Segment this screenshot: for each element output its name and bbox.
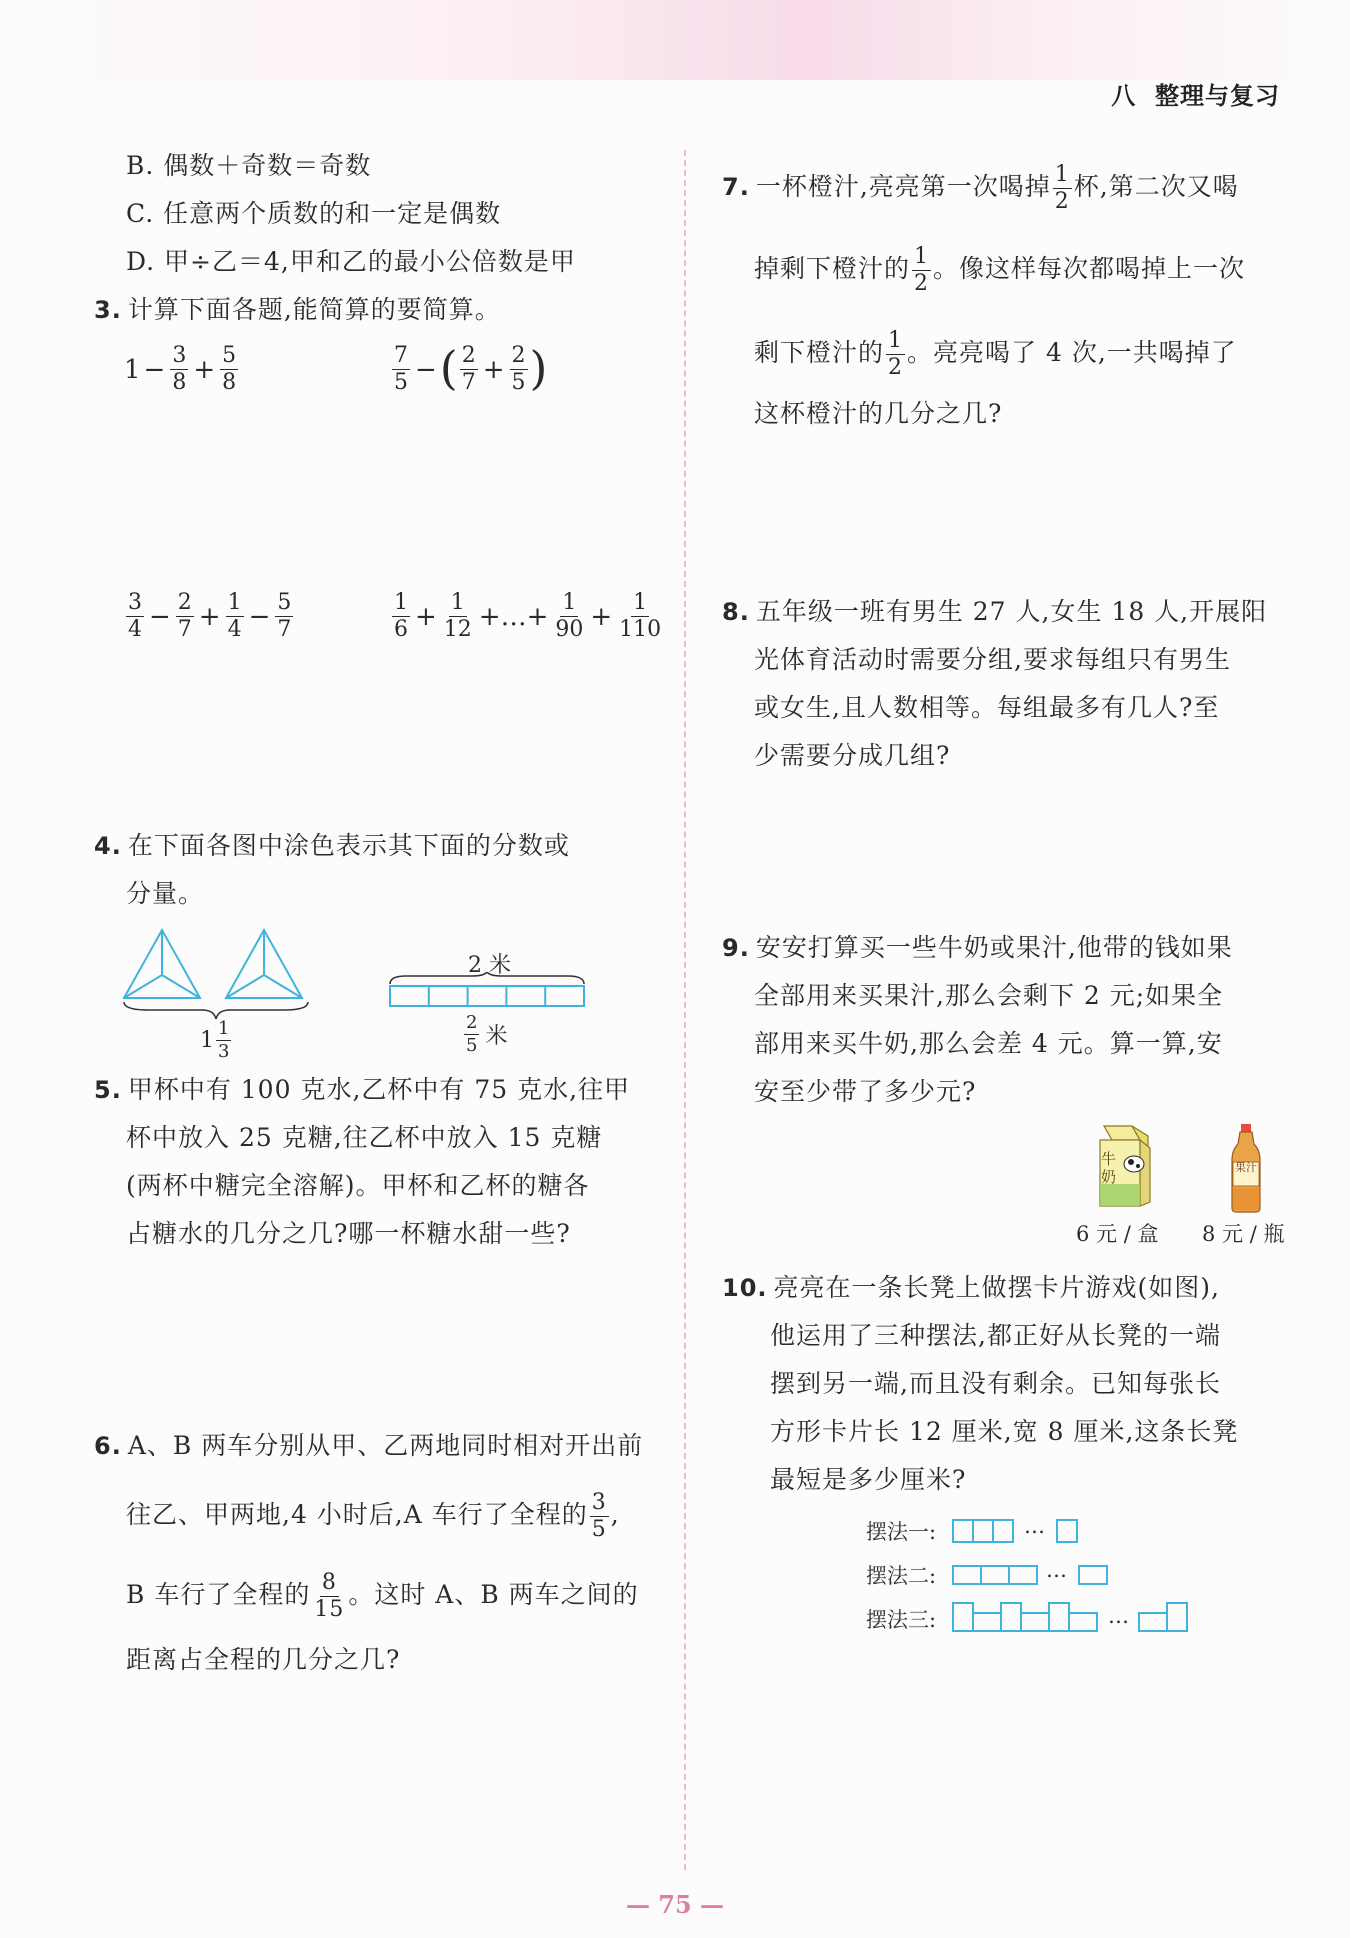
curly-brace [390, 972, 584, 984]
triangle-left [124, 930, 200, 998]
unit: 米 [485, 1024, 508, 1049]
header-decoration [0, 0, 1350, 80]
q10-line-2: 他运用了三种摆法,都正好从长凳的一端 [770, 1321, 1221, 1350]
q7-line-2 [754, 246, 1245, 295]
q4-number: 4. [94, 832, 122, 860]
denominator: 5 [394, 370, 408, 395]
numerator: 1 [218, 1018, 230, 1039]
fraction [392, 345, 410, 394]
q5-line-3: (两杯中糖完全溶解)。甲杯和乙杯的糖各 [126, 1171, 590, 1200]
q7-text: 。亮亮喝了 4 次,一共喝掉了 [907, 338, 1237, 367]
q10-text: 亮亮在一条长凳上做摆卡片游戏(如图), [773, 1273, 1220, 1302]
q6-line-2 [126, 1492, 620, 1541]
denominator: 5 [511, 370, 526, 395]
q3-expression-1 [124, 345, 240, 394]
method-1-last-card [1056, 1516, 1080, 1544]
fraction [460, 345, 478, 394]
denominator: 6 [394, 617, 408, 642]
method-3-cards [952, 1600, 1102, 1634]
fraction [392, 592, 410, 641]
q7-number: 7. [722, 173, 750, 201]
q4-prompt-line-1 [94, 828, 570, 864]
q4-bar-figure [386, 972, 592, 1012]
expr-operator: − [248, 601, 271, 632]
q4-triangles-figure [118, 922, 314, 1022]
denominator: 8 [222, 370, 237, 395]
q7-text: 杯,第二次又喝 [1073, 172, 1239, 201]
q6-line-3 [126, 1572, 639, 1621]
numerator: 1 [633, 590, 648, 615]
q6-text: 。这时 A、B 两车之间的 [348, 1580, 639, 1609]
q6-text: 往乙、甲两地,4 小时后,A 车行了全程的 [126, 1500, 588, 1529]
expr-operator: − [149, 601, 171, 632]
fraction [442, 592, 474, 641]
whole-part: 1 [200, 1028, 214, 1053]
numerator: 7 [394, 343, 408, 368]
expr-operator: + [590, 601, 613, 632]
fraction [590, 1492, 609, 1541]
expr-operator: + [415, 601, 437, 632]
fraction [886, 330, 905, 379]
denominator: 15 [314, 1597, 345, 1622]
expr-operator: − [415, 354, 437, 385]
chapter-number: 八 [1111, 82, 1137, 110]
q7-line-1 [722, 164, 1239, 213]
q10-number: 10. [722, 1274, 768, 1302]
denominator: 8 [172, 370, 187, 395]
fraction [617, 592, 663, 641]
q3-expression-3 [124, 592, 295, 641]
denominator: 2 [888, 355, 904, 380]
q9-line-4: 安至少带了多少元? [754, 1077, 977, 1106]
q9-line-2: 全部用来买果汁,那么会剩下 2 元;如果全 [754, 981, 1224, 1010]
q8-text: 五年级一班有男生 27 人,女生 18 人,开展阳 [755, 597, 1268, 626]
fraction [912, 246, 931, 295]
q7-line-4: 这杯橙汁的几分之几? [754, 399, 1003, 428]
right-paren: ) [529, 340, 548, 395]
numerator: 1 [227, 590, 242, 615]
numerator: 3 [172, 343, 187, 368]
expr-term: 1 [124, 354, 141, 385]
fraction [312, 1572, 346, 1621]
numerator: 8 [321, 1570, 337, 1595]
chapter-title: 整理与复习 [1155, 82, 1280, 110]
q9-line-3: 部用来买牛奶,那么会差 4 元。算一算,安 [754, 1029, 1223, 1058]
curly-brace [124, 1002, 308, 1019]
numerator: 5 [222, 343, 237, 368]
numerator: 2 [177, 590, 192, 615]
denominator: 110 [619, 617, 662, 642]
denominator: 4 [227, 617, 242, 642]
method-2-last-card [1078, 1562, 1110, 1586]
fraction [553, 592, 585, 641]
q6-text: B 车行了全程的 [126, 1580, 311, 1609]
q4-mixed-number [200, 1020, 233, 1061]
method-3-last-cards [1138, 1600, 1192, 1634]
juice-label: 果汁 [1235, 1161, 1257, 1174]
triangle-right [226, 930, 302, 998]
q10-line-1 [722, 1270, 1220, 1306]
q5-line-2: 杯中放入 25 克糖,往乙杯中放入 15 克糖 [126, 1123, 603, 1152]
method-1-label: 摆法一: [866, 1520, 937, 1544]
fraction [275, 592, 293, 641]
left-paren: ( [439, 340, 458, 395]
q2-option-b: B. 偶数＋奇数＝奇数 [126, 151, 372, 180]
method-2-cards [952, 1562, 1040, 1586]
fraction [226, 592, 244, 641]
denominator: 2 [1054, 189, 1070, 214]
numerator: 1 [888, 328, 904, 353]
q7-text: 。像这样每次都喝掉上一次 [933, 254, 1246, 283]
milk-price: 6 元 / 盒 [1076, 1222, 1159, 1246]
q6-line-1 [94, 1428, 643, 1464]
q4-prompt-line-2: 分量。 [126, 879, 205, 908]
numerator: 5 [277, 590, 292, 615]
denominator: 5 [466, 1035, 478, 1056]
q3-expression-4 [390, 592, 665, 641]
q4-bar-total-label: 2 米 [468, 953, 511, 978]
method-3-ellipsis: … [1108, 1604, 1129, 1628]
numerator: 3 [128, 590, 142, 615]
numerator: 1 [394, 590, 408, 615]
expr-operator: − [143, 354, 166, 385]
expr-operator: + [193, 354, 216, 385]
q7-text: 掉剩下橙汁的 [754, 254, 911, 283]
denominator: 7 [177, 617, 192, 642]
denominator: 7 [277, 617, 292, 642]
juice-price: 8 元 / 瓶 [1202, 1222, 1285, 1246]
q7-line-3 [754, 330, 1237, 379]
q6-text: A、B 两车分别从甲、乙两地同时相对开出前 [127, 1431, 644, 1460]
expr-ellipsis: +…+ [478, 601, 549, 632]
q7-text: 剩下橙汁的 [754, 338, 885, 367]
method-2-ellipsis: … [1046, 1558, 1067, 1582]
numerator: 3 [591, 1490, 607, 1515]
numerator: 1 [450, 590, 465, 615]
fraction [126, 592, 144, 641]
q5-line-4: 占糖水的几分之几?哪一杯糖水甜一些? [126, 1219, 571, 1248]
q6-number: 6. [94, 1432, 122, 1460]
q9-text: 安安打算买一些牛奶或果汁,他带的钱如果 [755, 933, 1233, 962]
milk-label: 牛奶 [1101, 1150, 1117, 1186]
denominator: 2 [914, 271, 930, 296]
numerator: 1 [914, 244, 930, 269]
q10-line-3: 摆到另一端,而且没有剩余。已知每张长 [770, 1369, 1221, 1398]
q8-line-2: 光体育活动时需要分组,要求每组只有男生 [754, 645, 1231, 674]
q8-line-3: 或女生,且人数相等。每组最多有几人?至 [754, 693, 1220, 722]
numerator: 1 [562, 590, 577, 615]
q9-number: 9. [722, 934, 750, 962]
denominator: 90 [555, 617, 584, 642]
q8-line-4: 少需要分成几组? [754, 741, 951, 770]
column-divider [684, 150, 686, 1870]
numerator: 2 [511, 343, 526, 368]
numerator: 2 [461, 343, 476, 368]
q3-expression-2 [390, 340, 548, 395]
q4-bar-fraction-label [462, 1014, 507, 1055]
denominator: 4 [128, 617, 142, 642]
expr-operator: + [198, 601, 221, 632]
q6-text: , [610, 1500, 620, 1529]
method-2-label: 摆法二: [866, 1564, 937, 1588]
q10-line-5: 最短是多少厘米? [770, 1465, 967, 1494]
method-1-cards [952, 1516, 1016, 1544]
q5-text: 甲杯中有 100 克水,乙杯中有 75 克水,往甲 [127, 1075, 631, 1104]
q8-line-1 [722, 594, 1267, 630]
q3-prompt [94, 292, 501, 328]
q8-number: 8. [722, 598, 750, 626]
page-number: — 75 — [625, 1890, 725, 1919]
expr-operator: + [482, 354, 505, 385]
fraction [510, 345, 528, 394]
q10-line-4: 方形卡片长 12 厘米,宽 8 厘米,这条长凳 [770, 1417, 1239, 1446]
q3-text: 计算下面各题,能简算的要简算。 [127, 295, 501, 324]
fraction [170, 345, 188, 394]
q2-option-d: D. 甲÷乙＝4,甲和乙的最小公倍数是甲 [126, 247, 576, 276]
fraction [216, 1020, 231, 1061]
q6-line-4: 距离占全程的几分之几? [126, 1645, 401, 1674]
q3-number: 3. [94, 296, 122, 324]
q5-line-1 [94, 1072, 630, 1108]
numerator: 2 [466, 1012, 478, 1033]
q9-line-1 [722, 930, 1233, 966]
denominator: 12 [443, 617, 472, 642]
fraction [1053, 164, 1072, 213]
q5-number: 5. [94, 1076, 122, 1104]
fraction [220, 345, 238, 394]
q7-text: 一杯橙汁,亮亮第一次喝掉 [755, 172, 1051, 201]
denominator: 5 [591, 1517, 607, 1542]
q2-option-c: C. 任意两个质数的和一定是偶数 [126, 199, 502, 228]
q4-text: 在下面各图中涂色表示其下面的分数或 [127, 831, 570, 860]
page-header [1111, 76, 1280, 111]
numerator: 1 [1054, 162, 1070, 187]
fraction [464, 1014, 479, 1055]
fraction [176, 592, 194, 641]
method-3-label: 摆法三: [866, 1608, 937, 1632]
method-1-ellipsis: … [1024, 1514, 1045, 1538]
denominator: 3 [218, 1041, 230, 1062]
denominator: 7 [461, 370, 476, 395]
